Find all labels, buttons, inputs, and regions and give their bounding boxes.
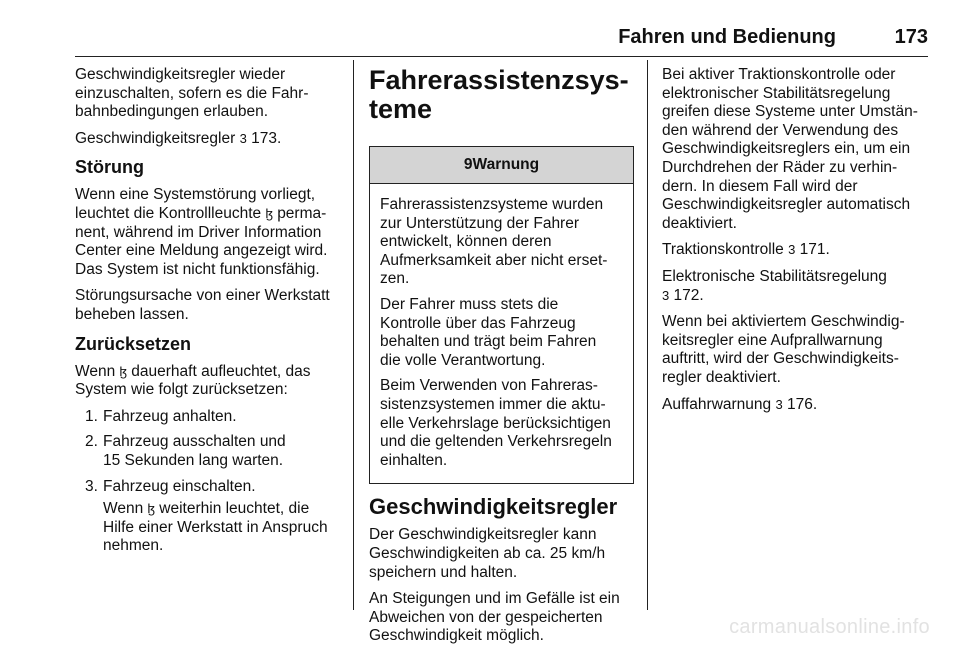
watermark: carmanualsonline.info bbox=[729, 616, 930, 638]
section-title: Fahren und Bedienung bbox=[618, 26, 836, 48]
intro-paragraph: Geschwindigkeitsregler wieder einzuschalten, sofern es die Fahr- bahnbedingungen erlauben. bbox=[75, 66, 309, 121]
xref-auffahrwarnung[interactable]: Auffahrwarnung 3 176. bbox=[662, 395, 818, 413]
arrow-icon: 3 bbox=[788, 242, 796, 258]
warning-triangle-icon: 9 bbox=[463, 156, 473, 173]
heading-fahrerassistenzsysteme: Fahrerassistenzsys- teme bbox=[369, 65, 629, 124]
list-item: 3. Fahrzeug einschalten. Wenn ɮ weiterhin leuchtet, die Hilfe einer Werkstatt in Anspruch nehmen. bbox=[75, 478, 345, 556]
heading-stoerung: Störung bbox=[75, 157, 144, 178]
xref-geschwindigkeitsregler[interactable]: Geschwindigkeitsregler 3 173. bbox=[75, 129, 282, 147]
reset-paragraph: Wenn ɮ dauerhaft aufleuchtet, das System wie folgt zurücksetzen: bbox=[75, 362, 311, 399]
warning-header: 9Warnung bbox=[370, 147, 633, 184]
column-divider-1 bbox=[353, 60, 354, 610]
column-divider-2 bbox=[647, 60, 648, 610]
arrow-icon: 3 bbox=[775, 396, 783, 412]
column-middle: Fahrerassistenzsys- teme 9Warnung Fahrerassistenzsysteme wurden zur Unterstützung der Fahrer entwickelt, können deren Aufmerksamkeit aber nicht erset- zen. Der Fahrer muss stets die Kontrolle über das Fahrzeug behalten und trägt beim Fahren die volle Verantwortung. Beim Verwenden von Fahreras- sistenzsystemen immer die aktu- elle Verkehrslage berücksichtigen und die geltenden Verkehrsregeln einhalten. Geschwindigkeitsregler Der Geschwindigkeitsregler kann Geschwindigkeiten ab ca. 25 km/h speichern und halten. An Steigungen und im Gefälle ist ein Abweichen von der gespeicherten Geschwindigkeit möglich. bbox=[369, 66, 634, 654]
xref-traktionskontrolle[interactable]: Traktionskontrolle 3 171. bbox=[662, 241, 830, 259]
list-item: 1. Fahrzeug anhalten. bbox=[85, 407, 237, 425]
cruise-lamp-icon: ɮ bbox=[265, 205, 273, 221]
stoerung-paragraph: Wenn eine Systemstörung vorliegt, leuchtet die Kontrollleuchte ɮ perma- nent, während im Driver Information Center eine Meldung angezeigt wird. Das System ist nicht funktionsfähig. bbox=[75, 186, 328, 278]
reset-steps bbox=[75, 408, 345, 556]
page-number: 173 bbox=[894, 26, 928, 48]
list-item: 2. Fahrzeug ausschalten und 15 Sekunden lang warten. bbox=[85, 433, 286, 469]
heading-geschwindigkeitsregler: Geschwindigkeitsregler bbox=[369, 494, 618, 520]
heading-zuruecksetzen: Zurücksetzen bbox=[75, 333, 192, 354]
step3-note: Wenn ɮ weiterhin leuchtet, die Hilfe einer Werkstatt in Anspruch nehmen. bbox=[103, 500, 328, 555]
cruise-lamp-icon: ɮ bbox=[147, 501, 155, 517]
page-header bbox=[75, 26, 928, 56]
ursache-paragraph: Störungsursache von einer Werkstatt beheben lassen. bbox=[75, 287, 330, 323]
column-left bbox=[75, 66, 345, 563]
xref-stabilitaetsregelung[interactable]: Elektronische Stabilitätsregelung 3 172. bbox=[662, 267, 887, 304]
arrow-icon: 3 bbox=[239, 130, 247, 146]
header-divider bbox=[75, 56, 928, 57]
arrow-icon: 3 bbox=[662, 287, 670, 303]
cruise-lamp-icon: ɮ bbox=[119, 363, 127, 379]
warning-box bbox=[369, 146, 634, 484]
column-right: Bei aktiver Traktionskontrolle oder elektronischer Stabilitätsregelung greifen diese Systeme unter Umstän- den während der Verwendung des Geschwindigkeitsreglers ein, um ein Durchdrehen der Räder zu verhin- dern. In diesem Fall wird der Geschwindigkeitsregler automatisch deaktiviert. Traktionskontrolle 3 171. Elektronische Stabilitätsregelung 3 172. Wenn bei aktiviertem Geschwindig- keitsregler eine Aufprallwarnung auftritt, wird der Geschwindigkeits- regler deaktiviert. Auffahrwarnung 3 176. bbox=[662, 66, 930, 422]
warning-body: Fahrerassistenzsysteme wurden zur Unterstützung der Fahrer entwickelt, können deren Aufmerksamkeit aber nicht erset- zen. Der Fahrer muss stets die Kontrolle über das Fahrzeug behalten und trägt beim Fahren die volle Verantwortung. Beim Verwenden von Fahreras- sistenzsystemen immer die aktu- elle Verkehrslage berücksichtigen und die geltenden Verkehrsregeln einhalten. bbox=[380, 196, 612, 469]
